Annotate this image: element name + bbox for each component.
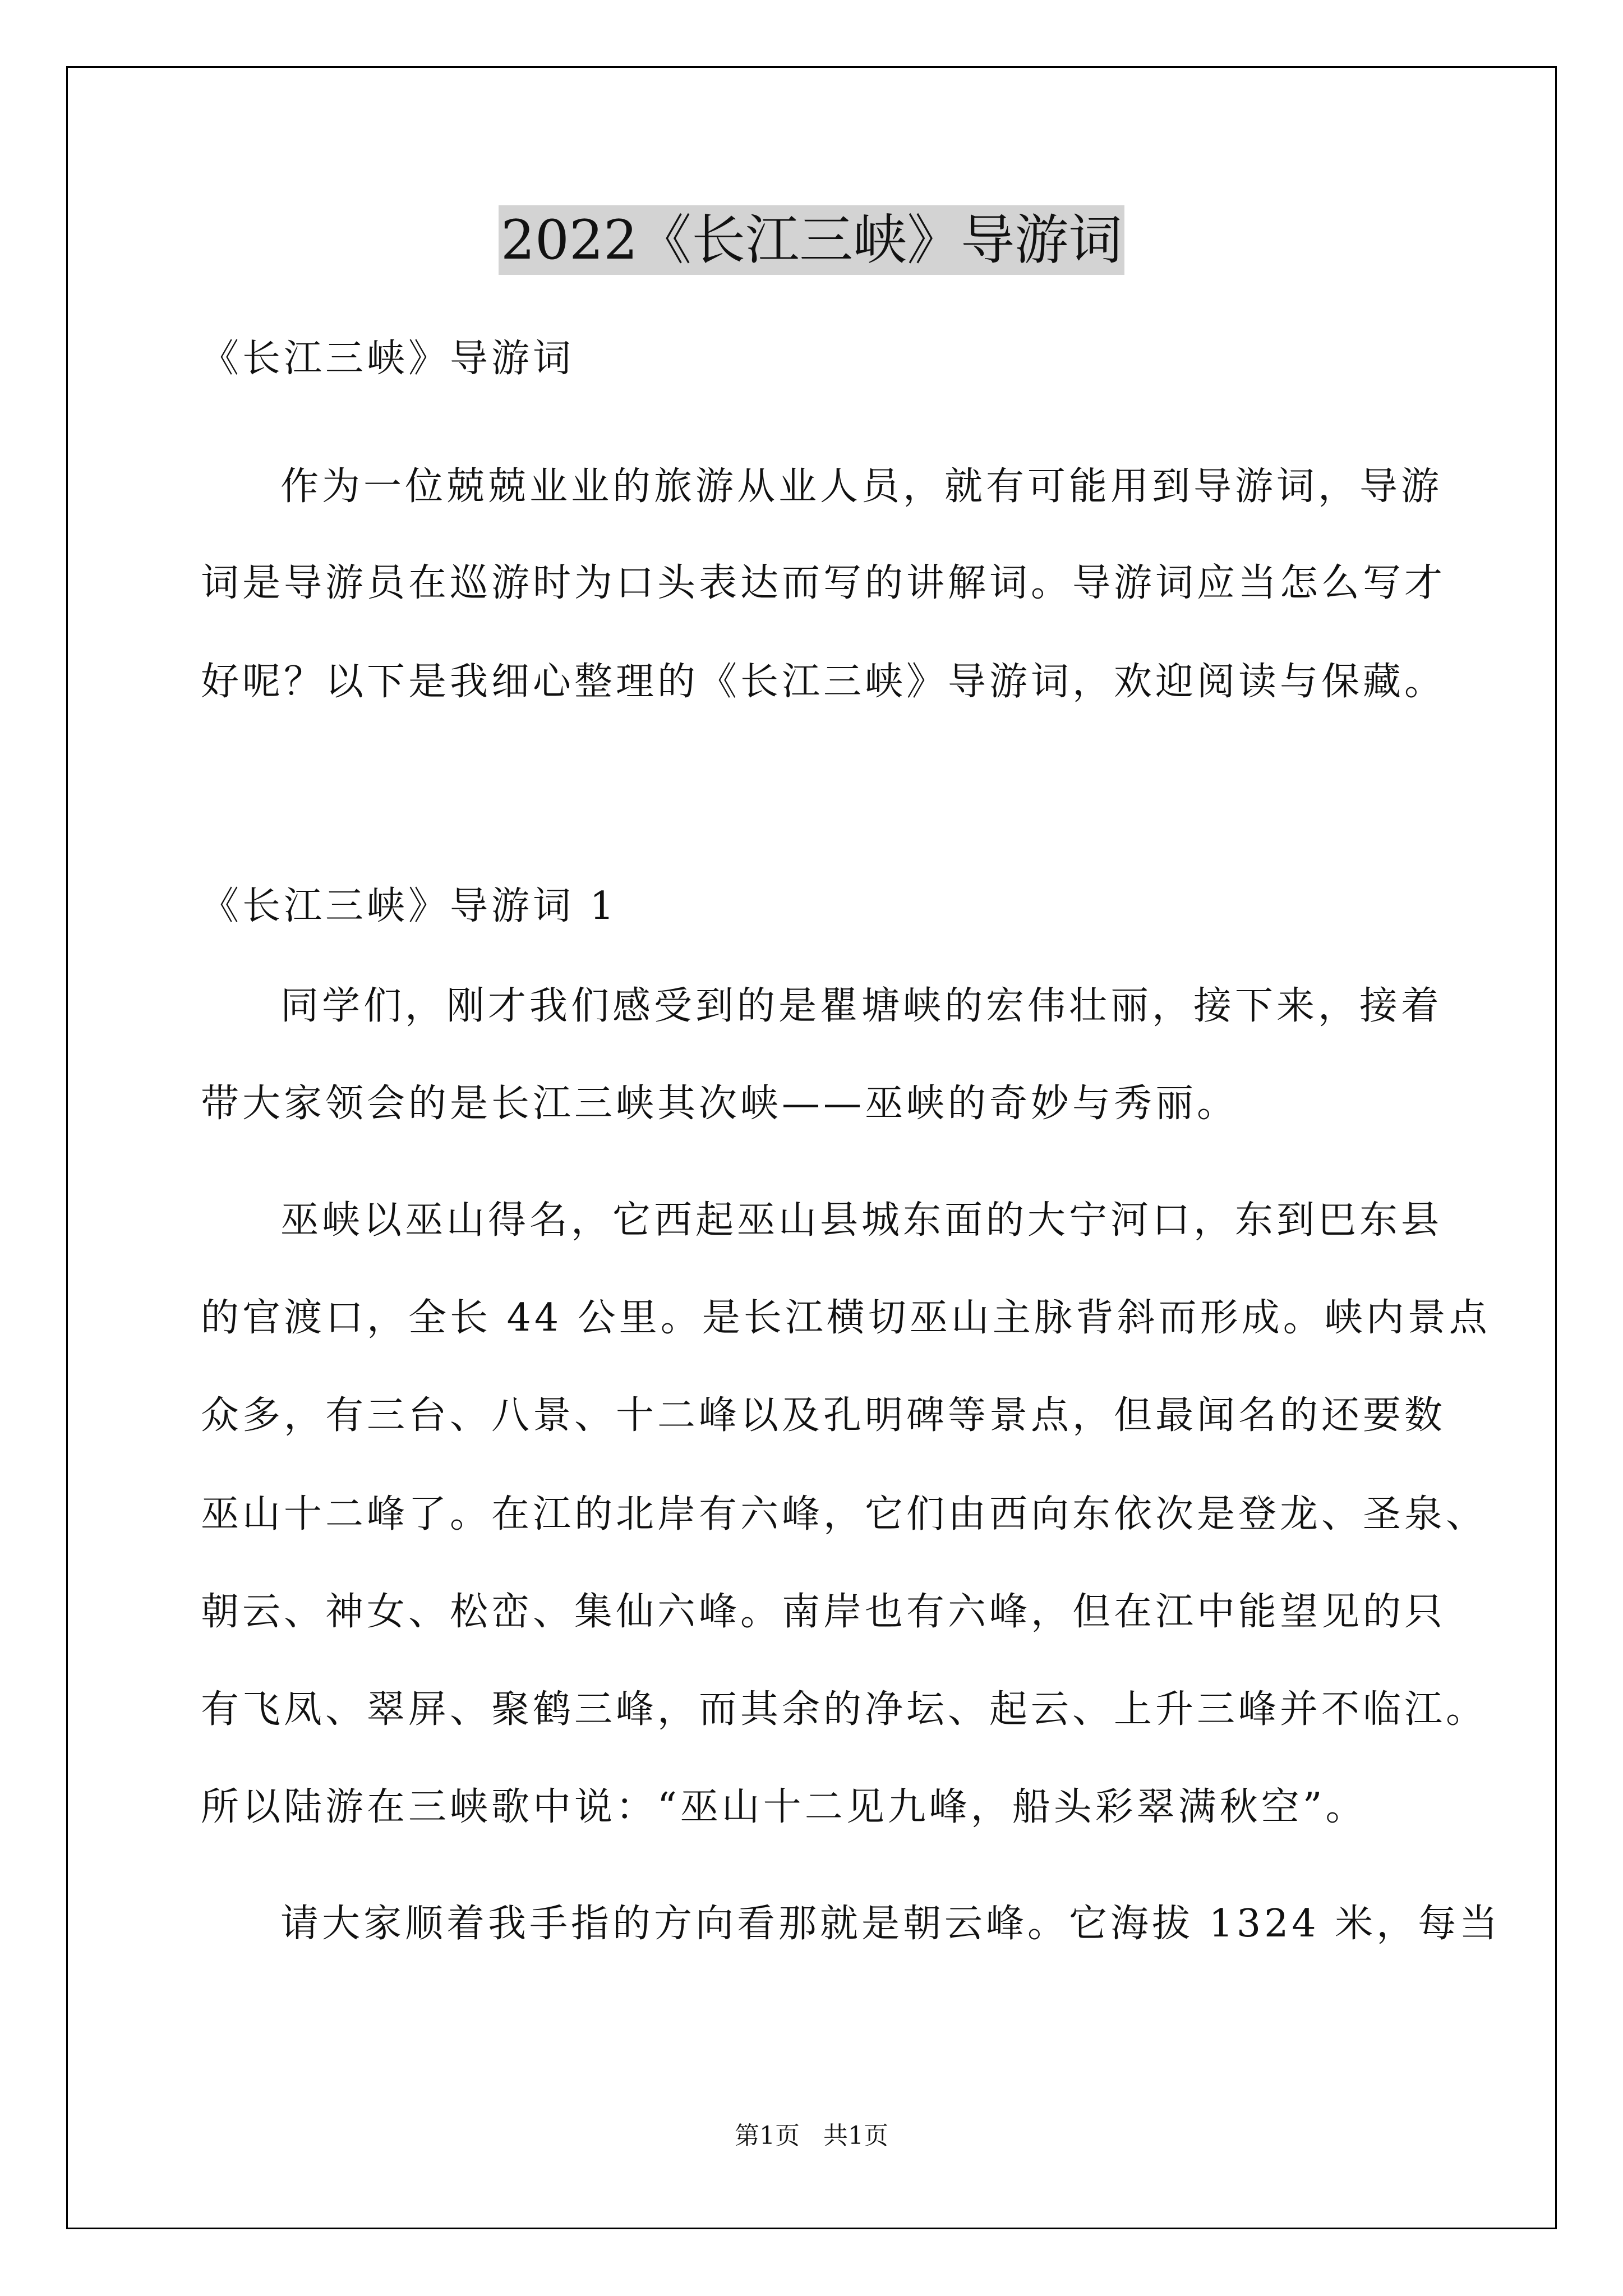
paragraph-line: 带大家领会的是长江三峡其次峡——巫峡的奇妙与秀丽。 xyxy=(201,1082,1239,1126)
paragraph-line: 同学们，刚才我们感受到的是瞿塘峡的宏伟壮丽，接下来，接着 xyxy=(280,984,1443,1028)
paragraph-line: 巫峡以巫山得名，它西起巫山县城东面的大宁河口，东到巴东县 xyxy=(280,1198,1443,1243)
page-footer: 第1页 共1页 xyxy=(735,2122,888,2150)
paragraph-line: 巫山十二峰了。在江的北岸有六峰，它们由西向东依次是登龙、圣泉、 xyxy=(201,1492,1488,1536)
section-heading: 《长江三峡》导游词 1 xyxy=(201,884,617,928)
document-title xyxy=(0,201,1623,279)
title-text: 2022《长江三峡》导游词 xyxy=(499,205,1124,275)
paragraph-line: 所以陆游在三峡歌中说：“巫山十二见九峰，船头彩翠满秋空”。 xyxy=(201,1785,1367,1829)
paragraph-line: 词是导游员在巡游时为口头表达而写的讲解词。导游词应当怎么写才 xyxy=(201,561,1446,605)
paragraph-line: 好呢？以下是我细心整理的《长江三峡》导游词，欢迎阅读与保藏。 xyxy=(201,660,1446,704)
paragraph-line: 有飞凤、翠屏、聚鹤三峰，而其余的净坛、起云、上升三峰并不临江。 xyxy=(201,1687,1488,1732)
paragraph-line: 众多，有三台、八景、十二峰以及孔明碑等景点，但最闻名的还要数 xyxy=(201,1393,1446,1438)
paragraph-line: 请大家顺着我手指的方向看那就是朝云峰。它海拔 1324 米，每当 xyxy=(280,1902,1501,1946)
paragraph-line: 朝云、神女、松峦、集仙六峰。南岸也有六峰，但在江中能望见的只 xyxy=(201,1590,1446,1634)
paragraph-line: 的官渡口，全长 44 公里。是长江横切巫山主脉背斜而形成。峡内景点 xyxy=(201,1296,1491,1340)
paragraph-line: 作为一位兢兢业业的旅游从业人员，就有可能用到导游词，导游 xyxy=(280,464,1443,509)
subtitle: 《长江三峡》导游词 xyxy=(201,337,575,381)
